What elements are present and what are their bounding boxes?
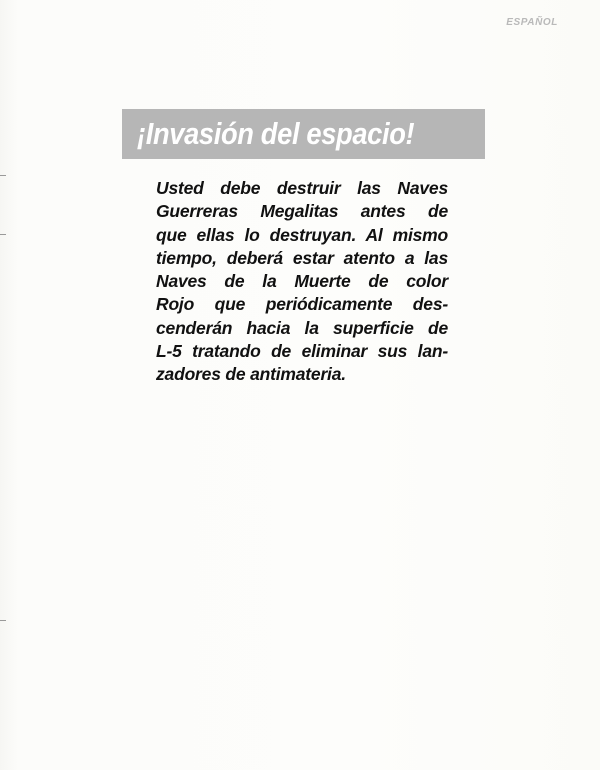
- body-line: Usted debe destruir las Naves: [156, 178, 448, 198]
- section-title-band: [122, 109, 485, 159]
- body-line: tiempo, deberá estar atento a las: [156, 247, 448, 268]
- language-label: ESPAÑOL: [506, 17, 558, 28]
- body-line: Guerreras Megalitas antes de: [156, 201, 448, 222]
- binding-mark: [0, 620, 6, 621]
- binding-mark: [0, 175, 6, 176]
- body-line: zadores de antimateria.: [156, 364, 346, 385]
- body-line: que ellas lo destruyan. Al mismo: [156, 224, 448, 245]
- body-line: Rojo que periódicamente des-: [156, 294, 448, 315]
- body-line: L-5 tratando de eliminar sus lan-: [156, 341, 448, 362]
- body-line: cenderán hacia la superficie de: [156, 317, 448, 338]
- section-body: [156, 177, 448, 387]
- body-line: Naves de la Muerte de color: [156, 271, 448, 292]
- section-title: ¡Invasión del espacio!: [137, 116, 415, 151]
- binding-mark: [0, 234, 6, 235]
